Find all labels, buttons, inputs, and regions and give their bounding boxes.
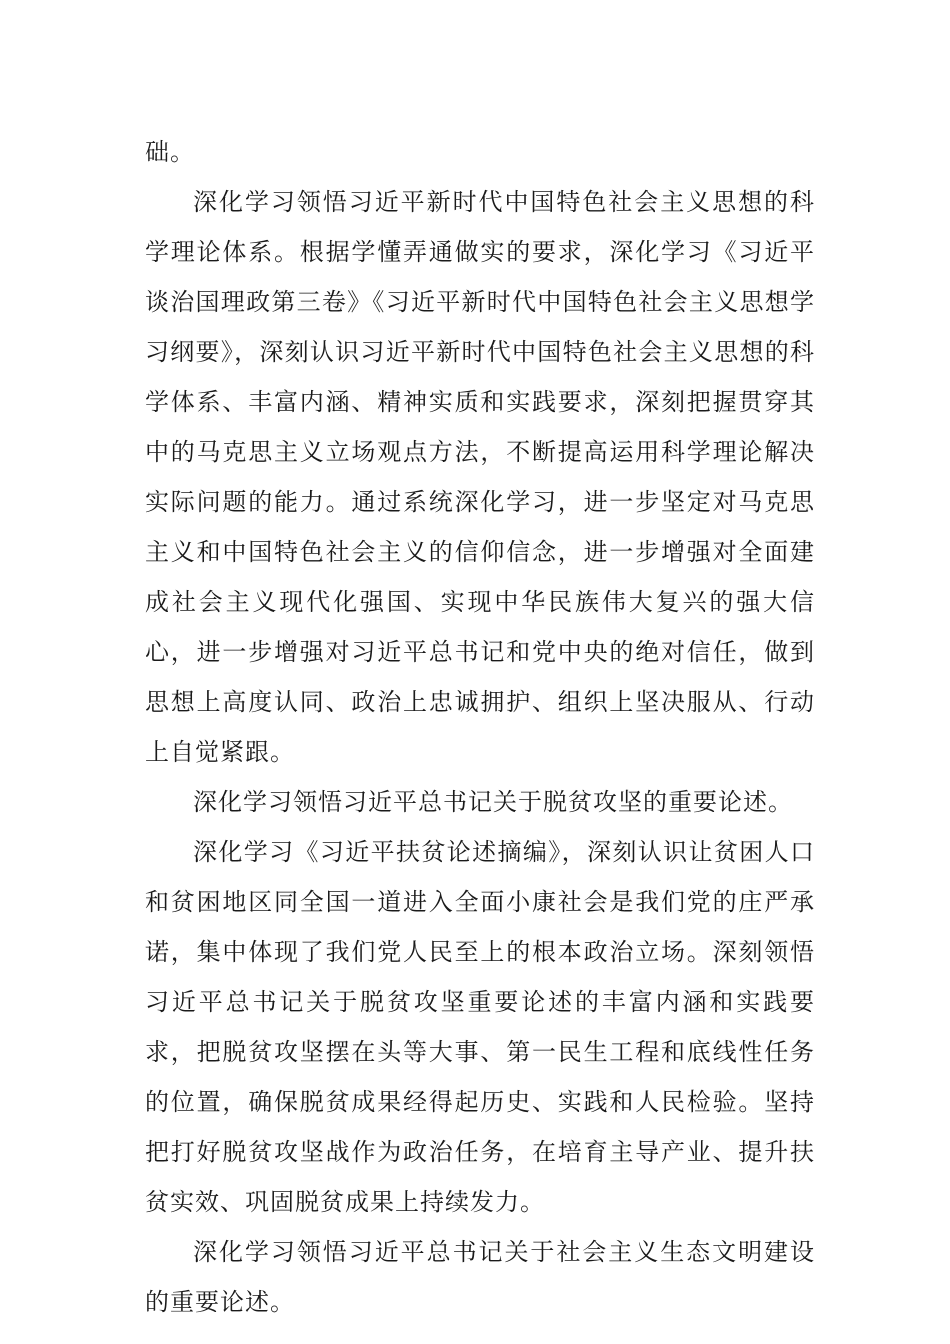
paragraph-continuation: 础。	[145, 138, 195, 166]
paragraph-heading-poverty: 深化学习领悟习近平总书记关于脱贫攻坚的重要论述。	[193, 788, 793, 816]
paragraph-heading-ecology: 深化学习领悟习近平总书记关于社会主义生态文明建设的重要论述。	[145, 1238, 815, 1316]
document-body	[145, 127, 815, 1327]
paragraph-theory-system: 深化学习领悟习近平新时代中国特色社会主义思想的科学理论体系。根据学懂弄通做实的要求，深化学习《习近平谈治国理政第三卷》《习近平新时代中国特色社会主义思想学习纲要》，深刻认识习近平新时代中国特色社会主义思想的科学体系、丰富内涵、精神实质和实践要求，深刻把握贯穿其中的马克思主义立场观点方法，不断提高运用科学理论解决实际问题的能力。通过系统深化学习，进一步坚定对马克思主义和中国特色社会主义的信仰信念，进一步增强对全面建成社会主义现代化强国、实现中华民族伟大复兴的强大信心，进一步增强对习近平总书记和党中央的绝对信任，做到思想上高度认同、政治上忠诚拥护、组织上坚决服从、行动上自觉紧跟。	[145, 188, 815, 766]
paragraph-poverty-alleviation: 深化学习《习近平扶贫论述摘编》，深刻认识让贫困人口和贫困地区同全国一道进入全面小康社会是我们党的庄严承诺，集中体现了我们党人民至上的根本政治立场。深刻领悟习近平总书记关于脱贫攻坚重要论述的丰富内涵和实践要求，把脱贫攻坚摆在头等大事、第一民生工程和底线性任务的位置，确保脱贫成果经得起历史、实践和人民检验。坚持把打好脱贫攻坚战作为政治任务，在培育主导产业、提升扶贫实效、巩固脱贫成果上持续发力。	[145, 838, 815, 1216]
